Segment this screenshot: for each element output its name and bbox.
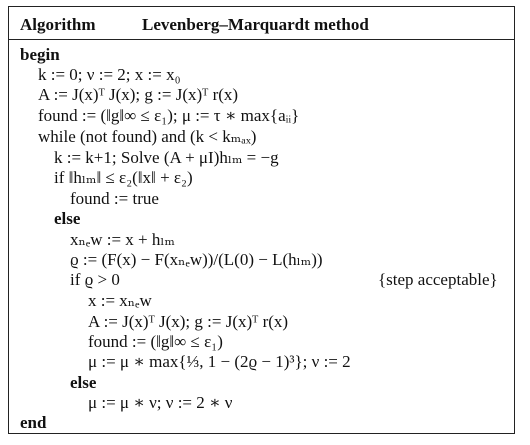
line-if-rho: if ϱ > 0 — [70, 270, 120, 289]
line-while: while (not found) and (k < kₘₐₓ) — [38, 127, 257, 146]
line-end: end — [20, 413, 47, 432]
line-setup-A-g: A := J(x)ᵀ J(x); g := J(x)ᵀ r(x) — [38, 85, 239, 104]
line-x-update: x := xₙₑw — [88, 291, 152, 310]
line-else-outer: else — [54, 209, 81, 228]
line-found-mu: found := (‖g‖∞ ≤ ε₁); μ := τ ∗ max{aᵢᵢ} — [38, 106, 300, 125]
line-xnew: xₙₑw := x + hₗₘ — [70, 230, 175, 249]
line-init: k := 0; ν := 2; x := x₀ — [38, 65, 181, 84]
line-mu-nu-increase: μ := μ ∗ ν; ν := 2 ∗ ν — [88, 393, 233, 412]
line-mu-update: μ := μ ∗ max{⅓, 1 − (2ϱ − 1)³}; ν := 2 — [88, 352, 351, 371]
algorithm-title: Levenberg–Marquardt method — [142, 15, 369, 34]
algorithm-label: Algorithm — [20, 15, 96, 34]
line-else-inner: else — [70, 373, 97, 392]
header-divider — [8, 39, 515, 40]
line-found-true: found := true — [70, 189, 159, 208]
line-if-stop: if ‖hₗₘ‖ ≤ ε₂(‖x‖ + ε₂) — [54, 168, 193, 187]
line-solve: k := k+1; Solve (A + μI)hₗₘ = −g — [54, 148, 279, 167]
line-begin: begin — [20, 45, 60, 64]
line-gain-ratio: ϱ := (F(x) − F(xₙₑw))/(L(0) − L(hₗₘ)) — [70, 250, 323, 269]
comment-step-acceptable: {step acceptable} — [378, 270, 498, 289]
line-update-A-g: A := J(x)ᵀ J(x); g := J(x)ᵀ r(x) — [88, 312, 289, 331]
line-found-update: found := (‖g‖∞ ≤ ε₁) — [88, 332, 223, 351]
